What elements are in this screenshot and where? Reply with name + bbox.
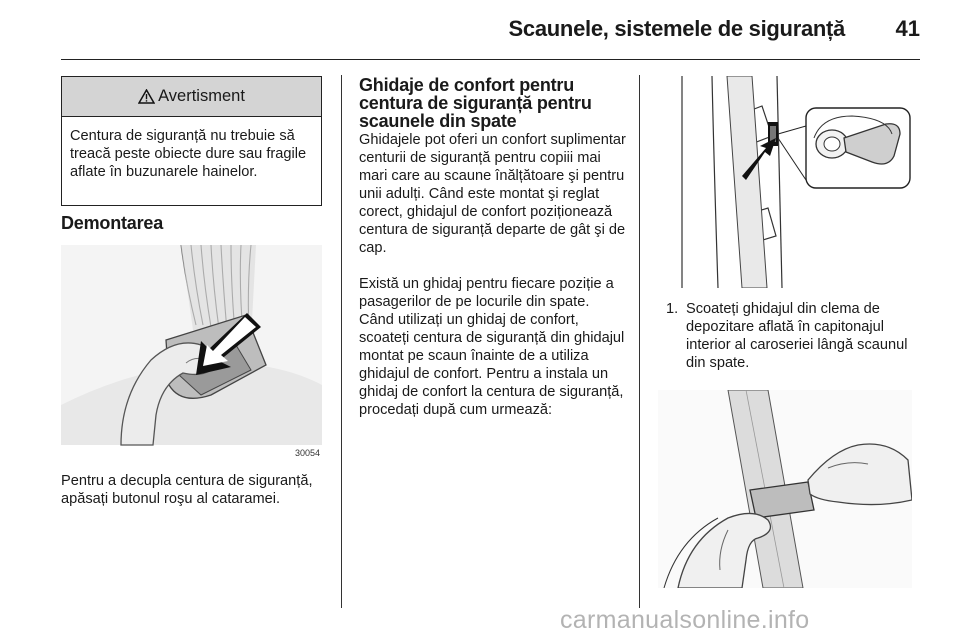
step-item <box>666 300 914 372</box>
buckle-release-illustration <box>61 245 322 460</box>
step-text: Scoateți ghidajul din clema de depozitare aflată în capitonajul interior al caroseriei lângă scaunul din spate. <box>686 301 908 371</box>
paragraph-comfort-intro: Ghidajele pot oferi un confort suplimentar centurii de siguranță pentru copiii mai mari care au scaune înălțătoare şi pentru unii adulți. Când este montat şi reglat corect, ghidajul de confort poziționează centura de siguranță departe de gât şi de cap. <box>359 132 626 256</box>
column-divider-right <box>639 75 640 608</box>
column-divider-left <box>341 75 342 608</box>
page-header-title: Scaunele, sistemele de siguranță <box>508 16 845 41</box>
section-heading-comfort-guides: Ghidaje de confort pentru centura de siguranță pentru scaunele din spate <box>359 75 592 131</box>
comfort-guide-hands-illustration <box>658 390 912 588</box>
paragraph-comfort-usage: Există un ghidaj pentru fiecare poziție a pasagerilor de pe locurile din spate. Când utilizați un ghidaj de confort, scoateți centura de siguranță din ghidajul montat pe scaun înainte de a utiliza ghidajul de confort. Pentru a instala un ghidaj de confort la centura de siguranță, procedați după cum urmează: <box>359 276 625 418</box>
warning-body: Centura de siguranță nu trebuie să treacă peste obiecte dure sau fragile aflate în buzunarele hainelor. <box>70 128 307 180</box>
figure-buckle-release <box>61 245 322 460</box>
header-rule <box>61 59 920 60</box>
watermark-text: carmanualsonline.info <box>560 606 810 634</box>
figure-comfort-guide-hands <box>658 390 912 588</box>
figure-number: 30054 <box>294 448 320 458</box>
warning-triangle-icon <box>138 89 155 104</box>
page-number: 41 <box>895 16 920 41</box>
section-heading-demontarea: Demontarea <box>61 213 164 233</box>
figure-comfort-guide-clip <box>672 76 912 288</box>
warning-box <box>61 76 322 206</box>
paragraph-unbuckle: Pentru a decupla centura de siguranță, apăsați butonul roşu al cataramei. <box>61 473 313 507</box>
warning-heading <box>62 77 321 117</box>
comfort-guide-clip-illustration <box>672 76 912 288</box>
warning-heading-text: Avertisment <box>158 87 245 105</box>
steps-list <box>666 300 914 372</box>
step-number: 1. <box>666 301 679 317</box>
